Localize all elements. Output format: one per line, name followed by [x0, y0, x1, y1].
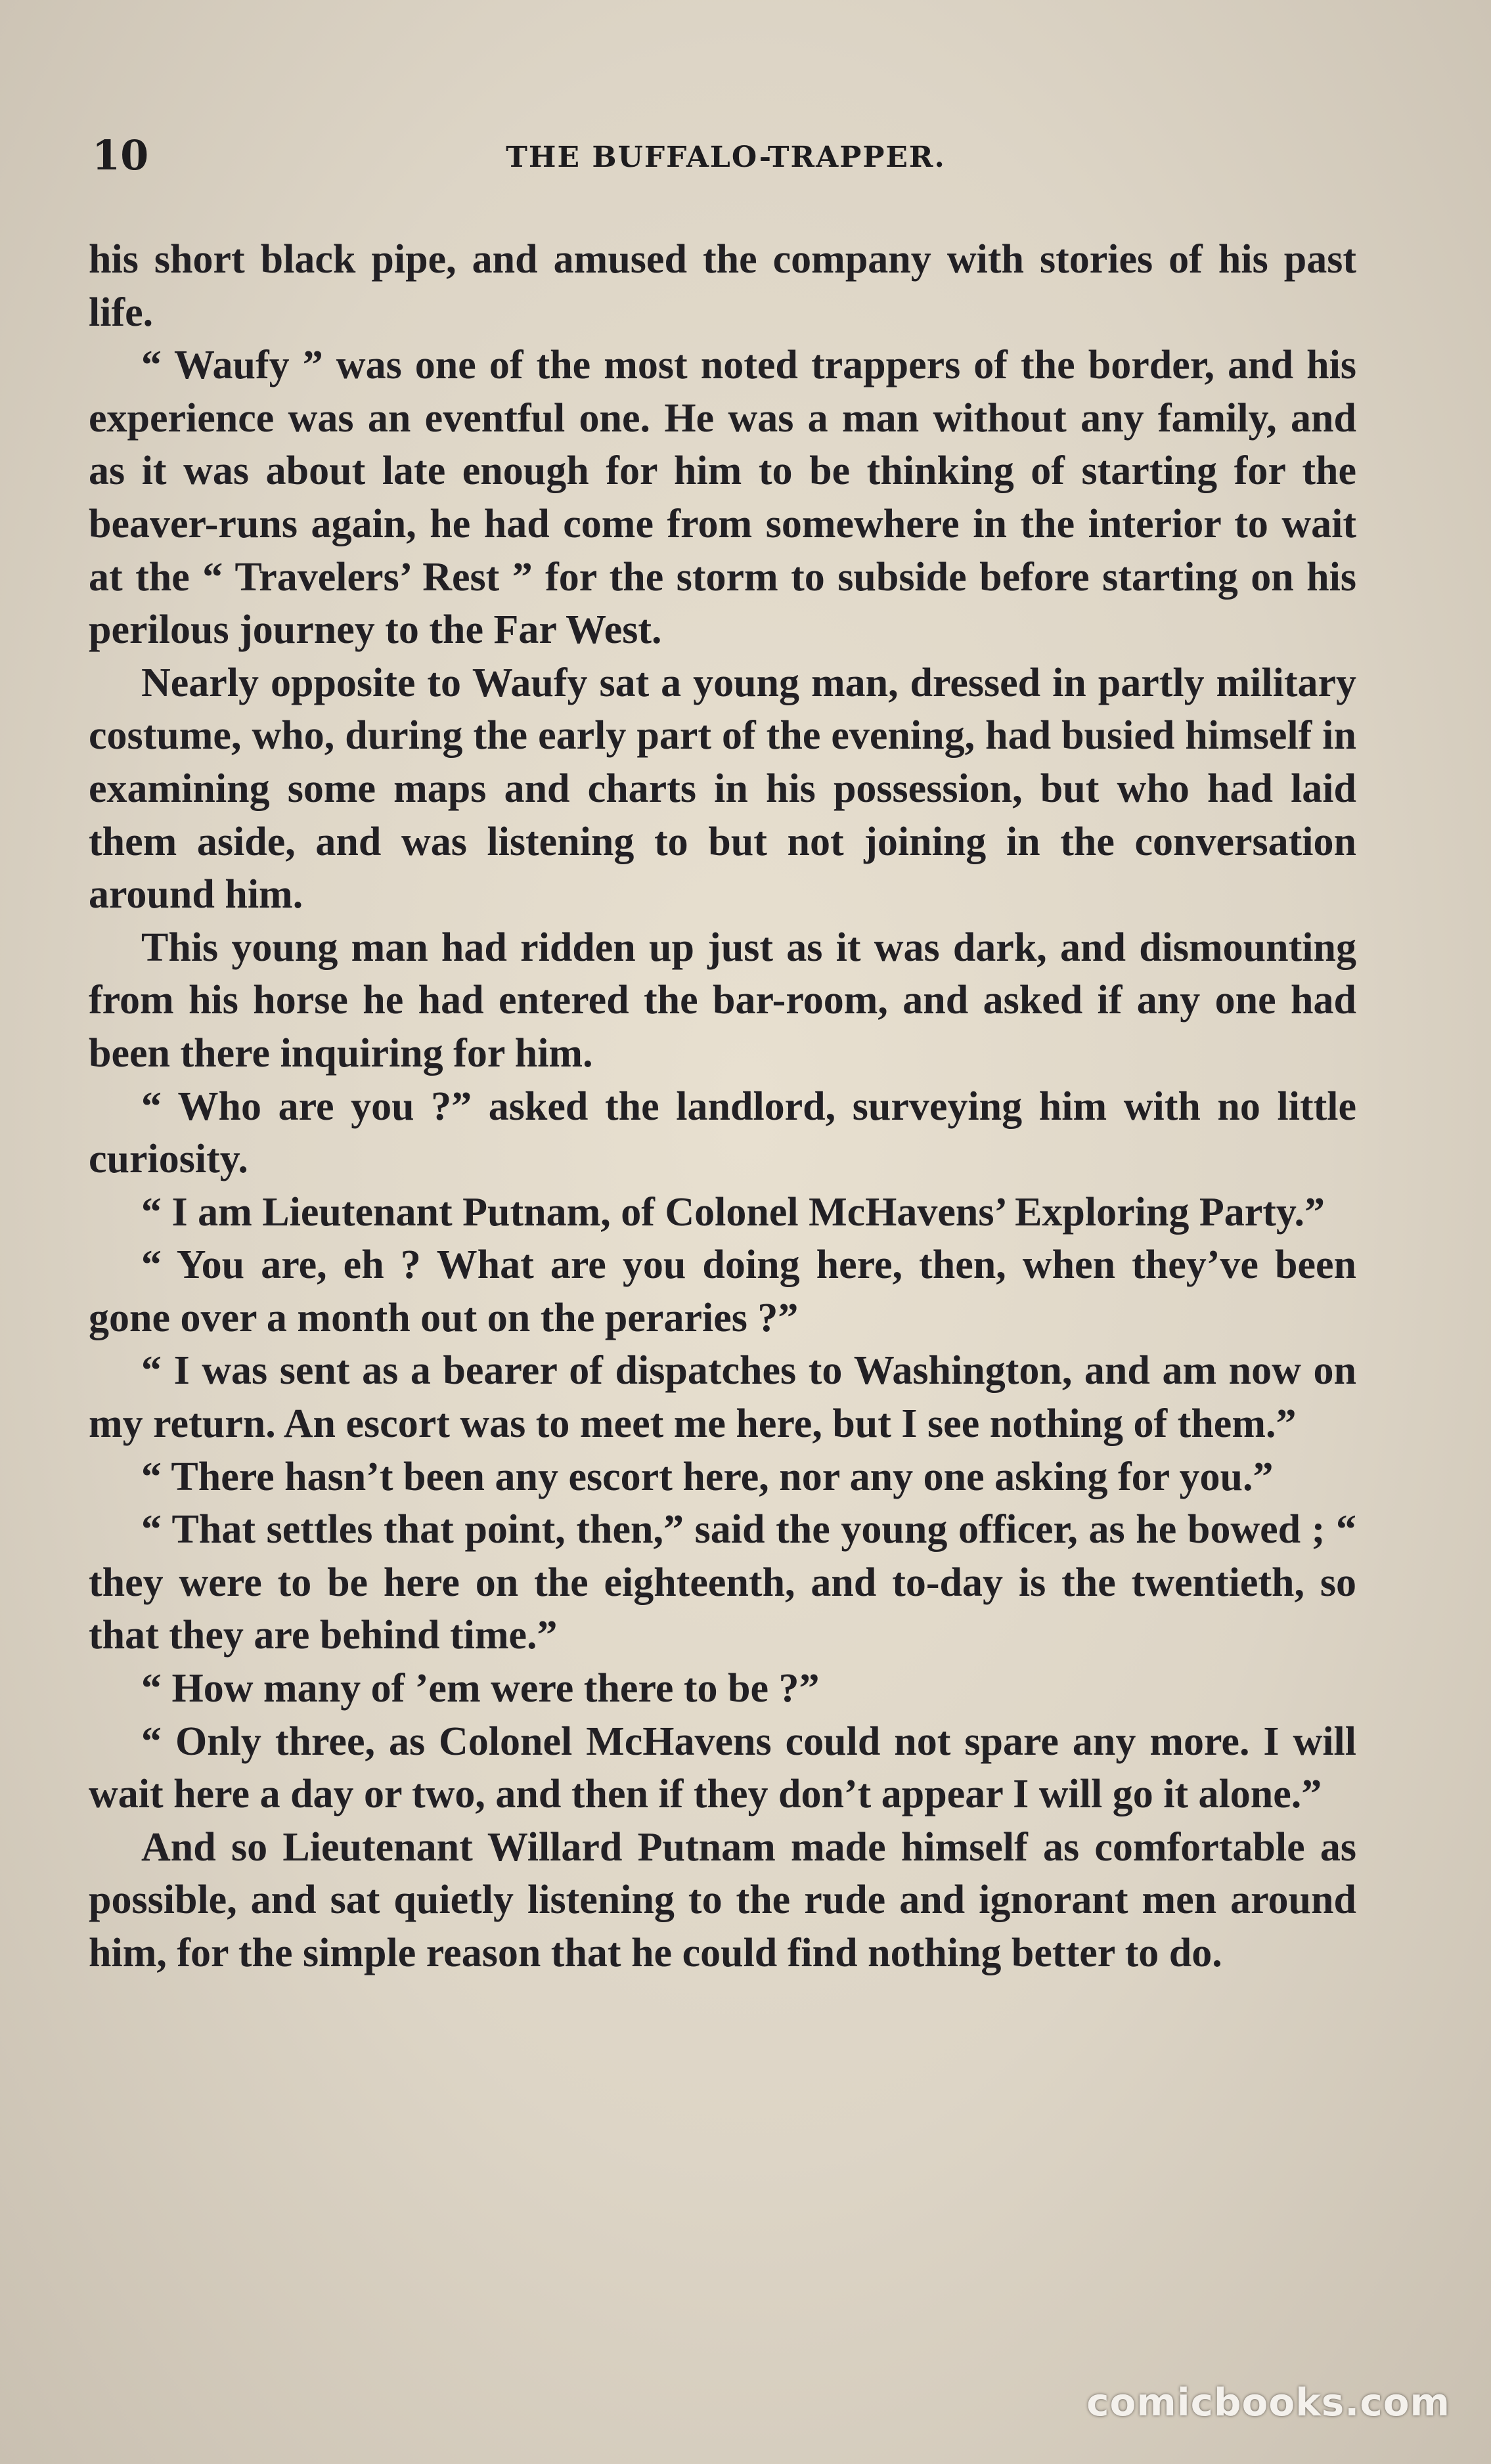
paragraph: “ Who are you ?” asked the landlord, surveying him with no little curiosity. [89, 1084, 1356, 1182]
paragraph: “ I was sent as a bearer of dispatches to Washington, and am now on my return. An escort was to meet me here, but I see nothing of them.” [89, 1348, 1356, 1447]
running-head: THE BUFFALO-TRAPPER. [506, 141, 946, 174]
watermark: comicbooks.com [1086, 2380, 1450, 2425]
paragraph: “ I am Lieutenant Putnam, of Colonel McHavens’ Exploring Party.” [141, 1189, 1325, 1235]
paragraph: “ Waufy ” was one of the most noted trappers of the border, and his experience was an eventful one. He was a man without any family, and as it was about late enough for him to be thinking of starting for the beaver-runs again, he had come from somewhere in the interior to wait at the “ Travelers’ Rest ” for the storm to subside before starting on his perilous journey to the Far West. [89, 343, 1356, 653]
body-text [89, 233, 1356, 1980]
paragraph: his short black pipe, and amused the company with stories of his past life. [89, 237, 1356, 335]
paragraph: “ Only three, as Colonel McHavens could not spare any more. I will wait here a day or two, and then if they don’t appear I will go it alone.” [89, 1719, 1356, 1817]
page-header [92, 131, 1360, 184]
paragraph: Nearly opposite to Waufy sat a young man, dressed in partly military costume, who, during the early part of the evening, had busied himself in examining some maps and charts in his possession, but who had laid them aside, and was listening to but not joining in the conversation around him. [89, 660, 1356, 917]
paragraph: This young man had ridden up just as it was dark, and dismounting from his horse he had entered the bar-room, and asked if any one had been there inquiring for him. [89, 925, 1356, 1076]
paragraph: “ How many of ’em were there to be ?” [141, 1666, 820, 1711]
page-number: 10 [92, 131, 149, 179]
paragraph: “ You are, eh ? What are you doing here, then, when they’ve been gone over a month out on the peraries ?” [89, 1243, 1356, 1340]
paragraph: And so Lieutenant Willard Putnam made himself as comfortable as possible, and sat quietly listening to the rude and ignorant men around him, for the simple reason that he could find nothing better to do. [89, 1824, 1356, 1975]
paragraph: “ There hasn’t been any escort here, nor any one asking for you.” [141, 1454, 1274, 1499]
paragraph: “ That settles that point, then,” said the young officer, as he bowed ; “ they were to be here on the eighteenth, and to-day is the twentieth, so that they are behind time.” [89, 1507, 1356, 1658]
